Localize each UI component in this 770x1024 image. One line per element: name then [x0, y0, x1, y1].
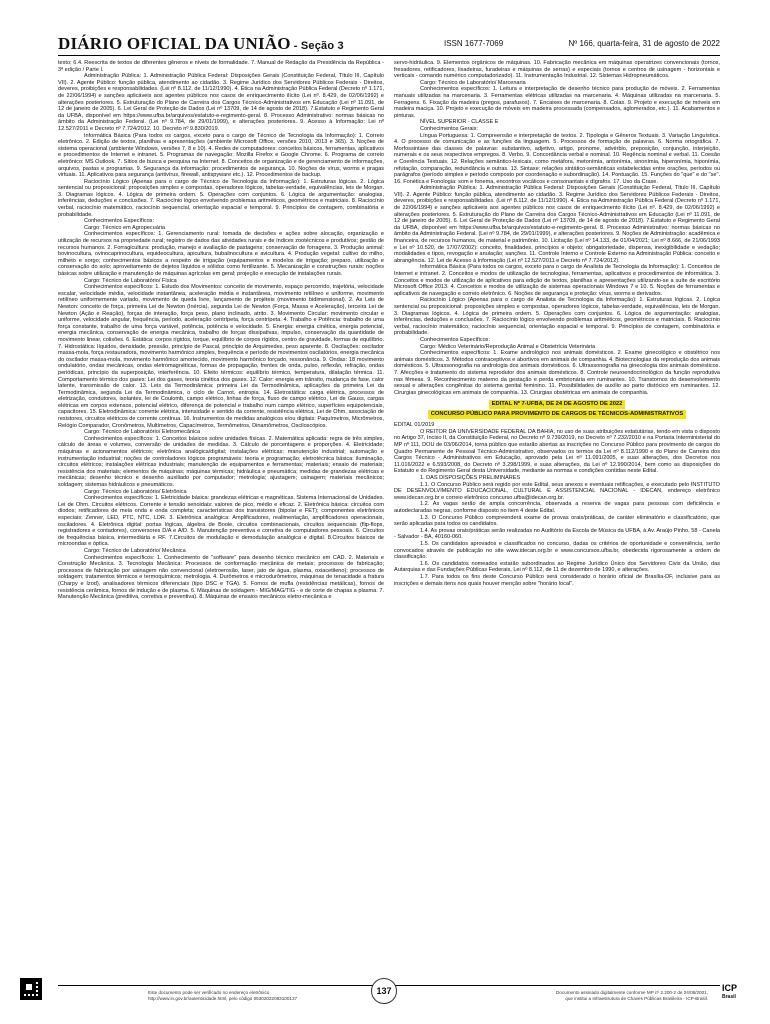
page-header [58, 34, 720, 56]
signature-line-1: Documento assinado digitalmente conforme MP nº 2.200-2 de 24/08/2001, [555, 990, 708, 995]
icp-logo-subtext: Brasil [722, 994, 736, 1000]
paragraph: texto; 6.4. Reescrita de textos de diferentes gêneros e níveis de formalidade. 7. Manual de Redação da Presidência da República - 3ª edição / Parte I. [58, 60, 384, 73]
paragraph: Conhecimentos específicos: 1. Conhecimento de "software" para desenho técnico mecânico em CAD. 2. Materiais e Construção Mecânica. 3. Tecnologia Mecânica: Processos de conformação mecânica de metais; processos de fabricação; processos de fabricação por usinagem não convencional (eletroerosão, laser, jato de água, plasma, oxiacetileno); processos de soldagem; tratamentos térmicos e termoquímicos; metrologia. 4. Durômetros e microdurômetros, máquinas de tenacidade a fratura (Charpy e Izod), analisadores térmicos diferenciais (tipo DSC e TGA). 5. Fornos de mufla (resistências metálicas), fornos de resistência cerâmica, fornos de indução e de plasma. 6. Máquinas de soldagem - MIG/MAG/TIG - e de corte de chapas a plasma. 7. Manutenção Mecânica (preditiva, corretiva e preventiva). 8. Máquinas de ensaios mecânicos eletro-mecânica e [58, 554, 384, 601]
paragraph: Raciocínio Lógico (Apenas para o cargo de Analista de Tecnologia da Informação): 1. Estruturas lógicas. 2. Lógica sentencial ou proposicional: proposições simples e compostas, operadores lógicos, tabelas-verdade, equivalências, leis de Morgan. 3. Diagramas lógicos. 4. Lógica de primeira ordem. 5. Operações com conjuntos. 6. Lógica de argumentação: analogias, inferências, deduções e conclusões. 7. Raciocínio lógico envolvendo problemas aritméticos, geométricos e matriciais. 8. Raciocínio verbal, raciocínio matemático, raciocínio sequencial, orientação espacial e temporal. 9. Princípios de contagem, combinatória e probabilidade. [394, 297, 720, 337]
paragraph: EDITAL 01/2019 [394, 422, 435, 429]
verification-line-2: http://www.in.gov.br/autenticidade.html, pelo código 05302022083100137 [148, 996, 298, 1001]
edital-heading [394, 400, 720, 419]
paragraph: Conhecimentos específicos: 1. Estudo dos Movimentos: conceito de movimento, espaço percorrido, trajetória, velocidade escalar, velocidade média, velocidade instantânea, aceleração média e instantânea, movimento retilíneo e uniforme, movimento retilíneo uniformemente variado, movimento de queda livre, lançamento de projéteis (movimento bidimensional). 2. As Leis de Newton: conceito de força, primeira Lei de Newton (Inércia), segunda Lei de Newton (Força, Massa e Aceleração), terceira Lei de Newton (Ação e Reação), forças de interação, força peso, plano inclinado, atrito. 3. Movimento Circular: movimento circular e uniforme, velocidade angular, frequência, período, aceleração centrípeta, força centrípeta. 4. Trabalho e Potência: trabalho de uma força constante, trabalho de uma força variável, potência, potência e velocidade. 5. Energia: energia cinética, energia potencial, energia mecânica, conservação de energia mecânica, trabalho de forças dissipativas, impulso, conservação da quantidade de movimento linear, colisões. 6. Estática: corpos rígidos, torque, equilíbrio de corpos rígidos, centro de gravidade, formas de equilíbrio. 7. Hidrostática: líquidos, densidade, pressão, princípio de Pascal, princípio de Arquimedes, peso aparente. 8. Oscilações: oscilador massa-mola, força restauradora, movimento harmônico simples, frequência e período de movimentos oscilatórios, energia mecânica do oscilador massa-mola, movimento harmônico amortecido, movimento harmônico forçado, ressonância. 9. Ondas: 18 movimento ondulatório, ondas mecânicas, ondas eletromagnéticas, formas de propagação, frentes de onda, pulso, reflexão, refração, ondas periódicas, princípio da superposição, interferência. 10. Efeito térmicos: equilíbrio térmico, temperatura, dilatação térmica. 11. Comportamento térmico dos gases: Lei dos gases, teoria cinética dos gases. 12. Calor: energia em trânsito, mudança de fase, calor latente, transmissão de calor. 13. Leis da Termodinâmica: primeira Lei da Termodinâmica, aplicações da primeira Lei da Termodinâmica, segunda Lei da Termodinâmica, o ciclo de Carnot, entropia. 14. Eletrostática: carga elétrica, processos de eletrização, condutores, isolantes, lei de Coulomb, campo elétrico, linhas de força, fluxo de campo elétrico, Lei de Gauss, cargas elétricas em corpos extensos, potencial elétrico, diferença de potencial e trabalho num campo elétrico, superfícies equipotenciais, capacitores. 15. Eletrodinâmica: corrente elétrica, intensidade e sentido da corrente, resistência elétrica, Lei de Ohm, associação de resistores, circuitos elétricos de corrente contínua. 16. Instrumentos de medidas analógicos e/ou digitais: Paquímetros, Micrômetros, Relógio Comparador, Cronômetros, Multímetros, Capacímetros, Termômetros, Dinamômetros, Osciloscópios. [58, 284, 384, 429]
paragraph: Administração Pública: 1. Administração Pública Federal: Disposições Gerais (Constituição Federal, Título III, Capítulo VII). 2. Agente Público: função pública, atendimento ao cidadão. 3. Regime Jurídico dos Servidores Públicos Federais - Direitos, deveres, proibições e responsabilidades. (Lei nº 8.112, de 11/12/1990). 4. Ética na Administração Pública Federal (Decreto nº 1.171, de 22/06/1994) e sanções aplicáveis aos agentes públicos nos casos de enriquecimento ilícito (Lei nº. 8.429, de 02/06/1992) e alterações posteriores. 5. Estruturação do Plano de Carreira dos Cargos Técnico-Administrativos em Educação (Lei nº 11.091, de 12 de janeiro de 2005). 6. Lei Geral de Proteção de Dados (Lei nº 13709, de 14 de agosto de 2018). 7.Estatuto e Regimento Geral da UFBA, disponível em https://www.ufba.br/arquivos/estatuto-e-regimento-geral. 8. Processo Administrativo: normas básicas no âmbito da Administração Federal. (Lei nº 9.784, de 29/01/1999), e alterações posteriores. 9. Noções de Administração: acadêmica e financeira, de recursos humanos, de material e patrimônio. 10. Licitação (Lei nº 14.133, de 01/04/2021; Lei nº 8.666, de 21/06/1993 e Lei nº 10.520, de 17/07/2002): conceito, finalidades, princípios e objeto; obrigatoriedade, dispensa, inexigibilidade e vedação; modalidades e tipos, revogação e anulação; sanções. 11. Controle Interno e Controle Externo na Administração Pública: conceito e abrangência. 12. Lei de Acesso à Informação (Lei nº 12.527/2011 e Decreto nº 7.724/2012). [394, 185, 720, 264]
paragraph: Cargo: Técnico de Laboratório/ Mecânica [84, 547, 186, 554]
edital-subtitle: CONCURSO PÚBLICO PARA PROVIMENTO DE CARGOS DE TÉCNICOS-ADMINISTRATIVOS [428, 410, 687, 419]
verification-line-1: Este documento pode ser verificado no endereço eletrônico [148, 990, 270, 995]
paragraph: Conhecimentos específicos: 1. Gerenciamento rural: tomada de decisões e ações sobre alocação, organização e utilização de recursos na propriedade rural; registro de dados das atividades rurais e de índices zootécnicos e produtivos; gestão de recursos humanos. 2. Forragicultura: produção, manejo e avaliação de pastagens; conservação de forragens. 3. Produção animal: bovinocultura, ovinocaprinocultura, equideocultura, apicultura, bubalinocultura e avicultura. 4. Produção vegetal: cultivo do milho, milheto e sorgo; conhecimentos básicos a respeito de irrigação (equipamentos e modelos de irrigação; preparo, utilização e conservação do solo; aproveitamento de dejetos líquidos e sólidos como fertilizante. 5. Mecanização e construções rurais: noções básicas sobre utilização e manutenção de máquinas agrícolas em geral; projeção e execução de instalações rurais. [58, 231, 384, 277]
paragraph: Conhecimentos Específicos: [84, 218, 154, 225]
masthead-title: DIÁRIO OFICIAL DA UNIÃO [58, 34, 291, 53]
signature-line-2: que institui a Infraestrutura de Chaves Públicas Brasileira - ICP-Brasil. [565, 996, 708, 1001]
paragraph: 1.3. O Concurso Público compreenderá exame de provas orais/práticas, de caráter eliminatório e classificatório, que serão aplicadas para todos os candidatos. [394, 514, 720, 528]
paragraph: Conhecimentos Gerais: [420, 125, 478, 132]
masthead [58, 34, 344, 54]
paragraph: Conhecimentos específicos: 1. Conceitos básicos sobre unidades físicas. 2. Matemática aplicada: regra de três simples, cálculo de áreas e volumes, conversão de unidades de medidas. 3. Cálculo de porcentagens e proporções. 4. Eletricidade; máquinas e acionamentos elétricos; eletrônica analógica/digital; instalações elétricas; manutenção industrial; automação e instrumentação industrial; noções de controladores lógicos programáveis: teoria e programação; eletrotécnica básica: iluminação, circuitos elétricos; instalações elétricas industriais; manutenção de equipamentos e ferramentas; materiais; ensaio de materiais; resistência dos materiais; elementos de máquinas; máquinas térmicas; hidráulica e pneumática; medidas de grandezas elétricas e mecânicas; desenho técnico e desenho auxiliado por computador; metrologia; ajustagem; usinagem; materiais mecânicos; soldagem; sistemas hidráulicos e pneumáticos. [58, 435, 384, 488]
paragraph: Conhecimentos específicos: 1. Eletricidade básica: grandezas elétricas e magnéticas. Sistema Internacional de Unidades. Lei de Ohm. Circuitos elétricos. Corrente e tensão senoidais: valores de pico, médio e eficaz. 2. Eletrônica básica: circuitos com diodos; retificadores de meia onda e onda completa; características dos transistores (bipolar e FET); componentes eletrônicos especiais: Zenner, LED, PTC, NTC, LDR. 3. Eletrônica analógica: Amplificadores, realimentação, amplificadores operacionais, osciladores. 4. Eletrônica digital: portas lógicas, álgebra de Boole, circuitos combinacionais, circuitos sequenciais (flip-flops, registradores e contadores), conversores D/A e A/D. 5. Manutenção preventiva e corretiva de computadores pessoais. 6. Circuitos de frequências básica, intermediária e RF. 7.Circuitos de modulação e demodulação analógica e digital. 8.Circuitos básicos de microondas e óptica. [58, 495, 384, 548]
paragraph: Conhecimentos específicos: 1. Leitura e interpretação de desenho técnico para produção de móveis. 2. Ferramentas manuais utilizadas na marcenaria. 3. Ferramentas elétricas utilizadas na marcenaria. 4. Máquinas utilizadas na marcenaria. 5. Ferragens. 6. Fixação da madeira (pregos, parafusos). 7. Encaixes de marcenaria. 8. Colas. 9. Projeto e execução de móveis em madeira maciça. 10. Projeto e execução de móveis em madeira processada (compensados, aglomerados, etc.). 11. Acabamentos e pinturas. [394, 86, 720, 119]
paragraph: Raciocínio Lógico (Apenas para o cargo de Técnico de Tecnologia da Informação): 1. Estruturas lógicas. 2. Lógica sentencial ou proposicional: proposições simples e compostas, operadores lógicos, tabelas-verdade, equivalências, leis de Morgan. 3. Diagramas lógicos. 4. Lógica de primeira ordem. 5. Operações com conjuntos. 6. Lógica de argumentação: analogias, inferências, deduções e conclusões. 7. Raciocínio lógico envolvendo problemas aritméticos, geométricos e matriciais. 8. Raciocínio verbal, raciocínio matemático, raciocínio sequencial, orientação espacial e temporal. 9. Princípios de contagem, combinatória e probabilidade. [58, 178, 384, 218]
verification-note [148, 990, 398, 1002]
left-column [58, 60, 384, 973]
paragraph: Cargo: Técnico em Agropecuária [84, 224, 165, 231]
right-column [394, 60, 720, 973]
paragraph: 1. DAS DISPOSIÇÕES PRELIMINARES [420, 475, 521, 482]
paragraph: Cargo: Técnico de Laboratório/ Física [84, 277, 177, 284]
page-number: 137 [371, 978, 397, 1004]
edition-info: Nº 166, quarta-feira, 31 de agosto de 2022 [568, 39, 720, 48]
qr-code-icon [20, 978, 42, 1000]
signature-note [508, 990, 708, 1002]
paragraph: Língua Portuguesa: 1. Compreensão e interpretação de textos. 2. Tipologia e Gêneros Textuais. 3. Variação Linguística. 4. O processo de comunicação e as funções da linguagem. 5. Processos de formação de palavras. 6. Norma ortográfica. 7. Morfossintaxe das classes de palavras: substantivo, adjetivo, artigo, pronome, advérbio, preposição, conjunção, interjeição, numerais e os seus respectivos empregos. 8. Verbo. 9. Concordância verbal e nominal. 10. Regência nominal e verbal. 11. Coesão e Coerência Textuais. 12. Relações semântico-lexicais, como metáfora, metonímia, antonímia, sinonímia, hiperonímia, hiponímia, refutação, comparação, redundância e outras. 13. Sintaxe: relações sintático-semânticas estabelecidas entre orações, períodos ou parágrafos (período simples e período composto por coordenação e subordinação). 14. Pontuação. 15. Funções do "que" e do "se". 16. Fonética e Fonologia: som e fonema, encontros vocálicos e consonantais e dígrafos. 17. Uso da Crase. [394, 132, 720, 185]
paragraph: Informática Básica (Para todos os cargos, exceto para o cargo de Técnico de Tecnologia da Informação): 1. Correio eletrônico. 2. Edição de textos, planilhas e apresentações (ambiente Microsoft Office, versões 2010, 2013 e 365). 3. Noções de sistema operacional (ambiente Windows, versões 7, 8 e 10). 4. Redes de computadores: conceitos básicos, ferramentas, aplicativos e procedimentos de Internet e intranet. 5. Programas de navegação: Mozilla Firefox e Google Chrome. 6. Programa de correio eletrônico: MS Outlook. 7. Sítios de busca e pesquisa na Internet. 8. Conceitos de organização e de gerenciamento de informações, arquivos, pastas e programas. 9. Segurança da informação: procedimentos de segurança. 10. Noções de vírus, worms e pragas virtuais. 11. Aplicativos para segurança (antivírus, firewall, antispyware etc.). 12. Procedimentos de backup. [58, 132, 384, 179]
paragraph: Cargo: Técnico de Laboratório/ Eletrônica [84, 488, 187, 495]
paragraph: servo-hidráulica. 9. Elementos orgânicos de máquinas. 10. Fabricação mecânica em máquinas operatrizes convencionais (tornos, fresadores, retificadores, lixadeiras, furadeiras e máquinas de serras) e especiais (tornos e centros de usinagem - horizontais e verticais - comando numérico computadorizado). 11. Instrumentação Industrial. 12. Sistemas Hidropneumáticos. [394, 60, 720, 80]
body-columns [58, 60, 720, 973]
edital-body [394, 422, 720, 587]
paragraph: 1.6. Os candidatos nomeados estarão subordinados ao Regime Jurídico Único dos Servidores Civis da União, das Autarquias e das Fundações Públicas Federais, Lei nº 8.112, de 11 de dezembro de 1990, e alterações. [394, 560, 720, 574]
paragraph: Conhecimentos Específicos: [420, 336, 490, 343]
paragraph: 1.1. O Concurso Público será regido por este Edital, seus anexos e eventuais retificações, e executado pelo INSTITUTO DE DESENVOLVIMENTO EDUCACIONAL, CULTURAL E ASSISTENCIAL NACIONAL - IDECAN, endereço eletrônico www.idecan.org.br e correio eletrônico concurso.ufba@idecan.org.br. [394, 481, 720, 501]
paragraph: Cargo: Médico Veterinário/Reprodução Animal e Obstetrícia Veterinária [420, 343, 596, 350]
edital-title: EDITAL Nº 7-UFBA, DE 24 DE AGOSTO DE 2022 [489, 400, 626, 409]
section-label: - Seção 3 [293, 40, 344, 52]
paragraph: 1.2. As vagas serão de ampla concorrência, observada a reserva de vagas para pessoas com deficiência e autodeclaradas negras, conforme disposto no item 4 deste Edital. [394, 501, 720, 514]
paragraph: Administração Pública: 1. Administração Pública Federal: Disposições Gerais (Constituição Federal, Título III, Capítulo VII). 2. Agente Público: função pública, atendimento ao cidadão. 3. Regime Jurídico dos Servidores Públicos Federais - Direitos, deveres, proibições e responsabilidades. (Lei nº 8.112, de 11/12/1990). 4. Ética na Administração Pública Federal (Decreto nº 1.171, de 22/06/1994) e sanções aplicáveis aos agentes públicos nos casos de enriquecimento ilícito (Lei nº. 8.429, de 02/06/1992) e alterações posteriores. 5. Estruturação do Plano de Carreira dos Cargos Técnico-Administrativos em Educação (Lei nº 11.091, de 12 de janeiro de 2005). 6. Lei Geral de Proteção de Dados (Lei nº 13709, de 14 de agosto de 2018). 7.Estatuto e Regimento Geral da UFBA, disponível em https://www.ufba.br/arquivos/estatuto-e-regimento-geral. 8. Processo Administrativo: normas básicas no âmbito da Administração Federal. (Lei nº 9.784, de 29/01/1999), e alterações posteriores. 9. Acesso à Informação: Lei nº 12.527/2011 e Decreto nº 7.724/2012. 10. Decreto nº 9.830/2019. [58, 73, 384, 132]
paragraph: O REITOR DA UNIVERSIDADE FEDERAL DA BAHIA, no uso de suas atribuições estatutárias, tendo em vista o disposto no Artigo 37, Inciso II, da Constituição Federal, no Decreto nº 9.739/2019, no Decreto nº 7.232/2010 e na Portaria Interministerial do MP nº 111, DOU de 03/06/2014, torna público que estarão abertas as inscrições no Concurso Público para provimento de cargos do Quadro Permanente de Pessoal Técnico-Administrativo, observados os termos da Lei nº 8.112/1990 e do Plano de Carreira dos Cargos Técnico - Administrativos em Educação, aprovado pela Lei nº 11.091/2005, e suas alterações, dos Decretos nos 11.016/2022 e 6.593/2008, do Decreto nº 3.298/1999, e suas alterações, da Lei nº 12.990/2014, bem como as disposições do Estatuto e do Regimento Geral desta Universidade, mediante as normas e condições contidas neste Edital. [394, 428, 720, 475]
paragraph: NÍVEL SUPERIOR - CLASSE E [420, 119, 499, 126]
issn: ISSN 1677-7069 [444, 39, 504, 48]
page-footer [0, 976, 770, 1024]
paragraph: 1.7. Para todos os fins deste Concurso Público será considerado o horário oficial de Brasília-DF, inclusive para as inscrições e demais itens nos quais houver menção sobre "horário local". [394, 573, 720, 587]
paragraph: Cargo: Técnico de Laboratório/ Eletromecânica [84, 429, 201, 436]
right-column-syllabus [394, 60, 720, 396]
paragraph: 1.4. As provas orais/práticas serão realizadas no Auditório da Escola de Música da UFBA, à Av. Araújo Pinho, 58 - Canela - Salvador - BA, 40160-060. [394, 527, 720, 541]
paragraph: 1.5. Os candidatos aprovados e classificados no concurso, dadas os critérios de oportunidade e conveniência, serão convocados através de publicação no site www.idecan.org.br e www.concursos.ufba.br, obedecida rigorosamente a ordem de classificação. [394, 540, 720, 561]
paragraph: Cargo: Técnico de Laboratório/ Marcenaria [420, 79, 526, 86]
paragraph: Informática Básica (Para todos os cargos, exceto para o cargo de Analista de Tecnologia da Informação): 1. Conceitos de Internet e intranet. 2. Conceitos e modos de utilização de tecnologias, ferramentas, aplicativos e procedimentos de informática. 3. Conceitos e modos de utilização de aplicativos para edição de textos, planilhas e apresentações utilizando-se a suíte de escritório Microsoft Office 2013. 4. Conceitos e modos de utilização de sistemas operacionais Windows 7 e 10. 5. Noções de ferramentas e aplicativos de navegação e correio eletrônico. 6. Noções de segurança e proteção: vírus, worms e derivados. [394, 264, 720, 297]
icp-brasil-logo [722, 984, 746, 1006]
paragraph: Conhecimentos específicos: 1. Exame andrológico nos animais domésticos. 2. Exame ginecológico e obstétrico nos animais domésticos. 3. Métodos contraceptivos e abortivos em animais de companhia. 4. Biotecnologias da reprodução dos animais domésticos. 5. Ultrassonografia na andrologia dos animais domésticos. 6. Ultrassonografia na ginecologia dos animais domésticos. 7. Afecções e tratamento do sistema reprodutor dos animais domésticos. 8. Controle neuroendocrinológico da função reprodutiva nas fêmeas. 9. Reconhecimento materno da gestação e perda embrionária em ruminantes. 10. Transtornos do desenvolvimento sexual e alterações congênitas do sistema genital feminino. 11. Possibilidades de auxílio ao parto distócico em ruminantes. 12. Cirurgias ginecológicas em animais de companhia. 13. Cirurgias obstétricas em animais de companhia. [394, 350, 720, 396]
icp-logo-text: ICP [722, 983, 738, 993]
